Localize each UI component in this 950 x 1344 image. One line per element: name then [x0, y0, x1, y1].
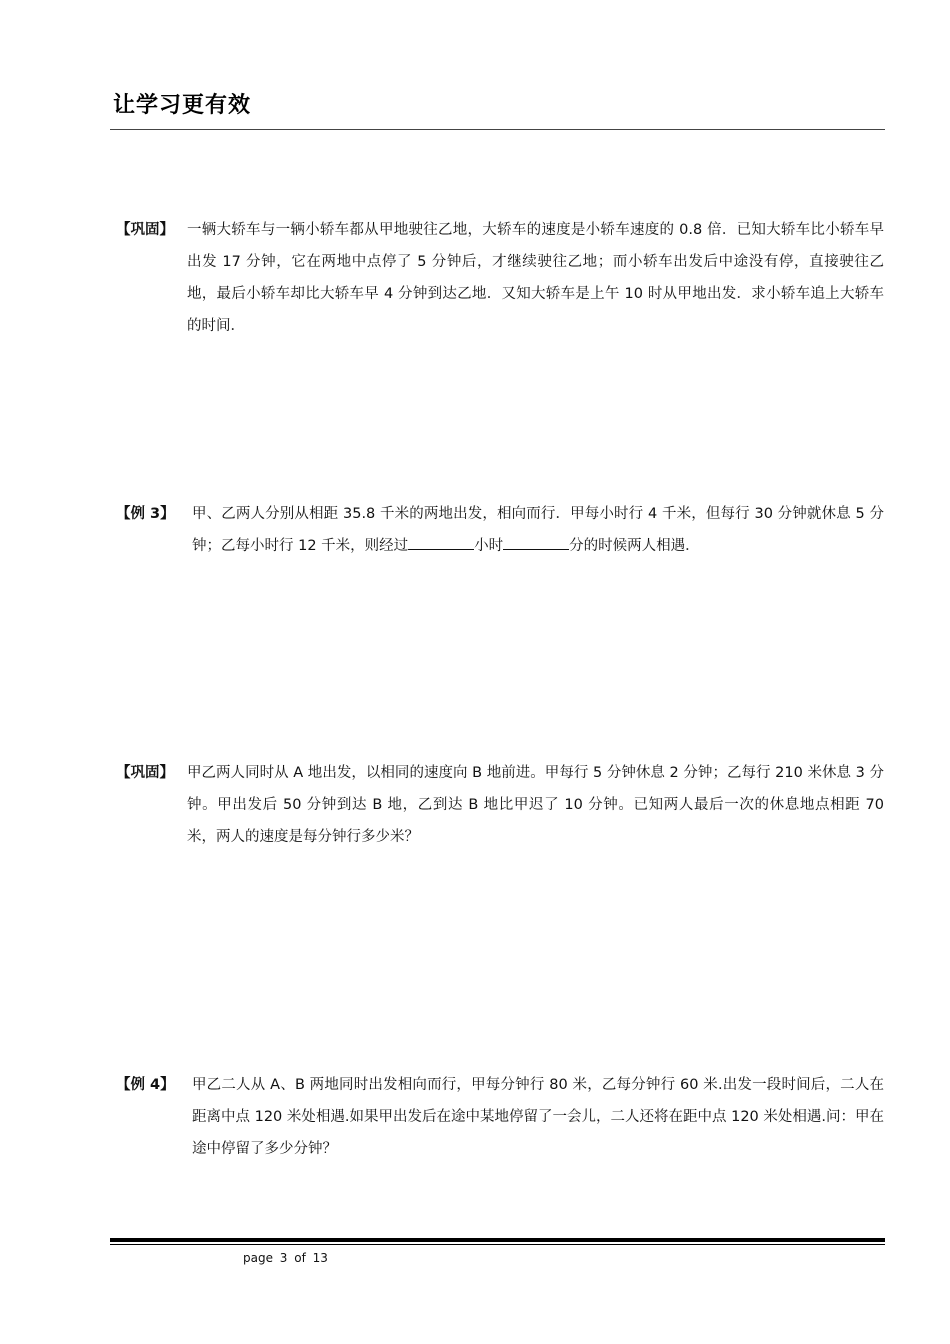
problem-label: 【例 4】 [116, 1077, 175, 1093]
problem-label: 【巩固】 [116, 222, 174, 238]
problem-consolidation-1 [116, 214, 884, 342]
problem-label: 【例 3】 [116, 506, 175, 522]
problem-text: 甲乙二人从 A、B 两地同时出发相向而行，甲每分钟行 80 米，乙每分钟行 60 米.出发一段时间后，二人在距离中点 120 米处相遇.如果甲出发后在途中某地停留了一会儿，二人还将在距中点 120 米处相遇.问：甲在途中停留了多少分钟？ [192, 1077, 885, 1157]
footer-divider-thick [110, 1238, 885, 1242]
problem-text-part: 小时 [474, 538, 504, 554]
problem-label: 【巩固】 [116, 765, 174, 781]
page-number: page 3 of 13 [243, 1251, 328, 1265]
answer-blank-hours[interactable] [408, 535, 474, 550]
problem-text: 甲乙两人同时从 A 地出发，以相同的速度向 B 地前进。甲每行 5 分钟休息 2 分钟；乙每行 210 米休息 3 分钟。甲出发后 50 分钟到达 B 地，乙到达 B 地比甲迟了 10 分钟。已知两人最后一次的休息地点相距 70 米，两人的速度是每分钟行多少米？ [187, 765, 884, 845]
problem-example-3 [116, 498, 884, 562]
problem-text-part: 分的时候两人相遇． [569, 538, 700, 554]
page-header-title: 让学习更有效 [113, 93, 252, 118]
problem-text-part: 甲、乙两人分别从相距 35.8 千米的两地出发，相向而行．甲每小时行 4 千米，但每行 30 分钟就休息 5 分钟；乙每小时行 12 千米，则经过 [192, 506, 884, 554]
answer-blank-minutes[interactable] [503, 535, 569, 550]
problem-text: 一辆大轿车与一辆小轿车都从甲地驶往乙地，大轿车的速度是小轿车速度的 0.8 倍．已知大轿车比小轿车早出发 17 分钟，它在两地中点停了 5 分钟后，才继续驶往乙地；而小轿车出发后中途没有停，直接驶往乙地，最后小轿车却比大轿车早 4 分钟到达乙地．又知大轿车是上午 10 时从甲地出发．求小轿车追上大轿车的时间． [187, 222, 884, 334]
problem-example-4 [116, 1069, 884, 1165]
header-divider [110, 129, 885, 130]
problem-text [192, 498, 884, 562]
footer-divider-thin [110, 1244, 885, 1245]
problem-consolidation-2 [116, 757, 884, 853]
